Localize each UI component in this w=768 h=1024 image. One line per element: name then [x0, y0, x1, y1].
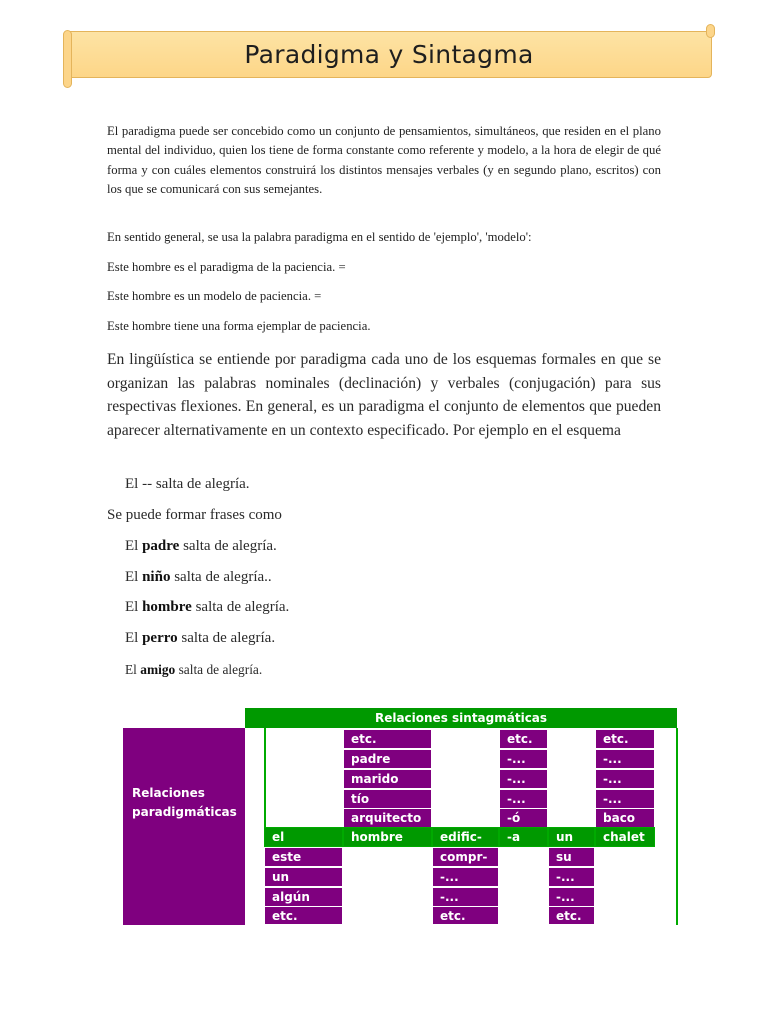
phrase-hombre: El hombre salta de alegría. [125, 599, 290, 615]
phrase-nino: El niño salta de alegría.. [125, 569, 272, 585]
cell-a-above-4: -ó [499, 808, 548, 828]
example-3: Este hombre tiene una forma ejemplar de paciencia. [107, 319, 371, 333]
cell-un-below-3: etc. [548, 906, 595, 925]
cell-hombre-above-4: arquitecto [343, 808, 432, 828]
cell-main-a: -a [499, 827, 548, 847]
phrase-perro: El perro salta de alegría. [125, 630, 276, 646]
scroll-curl-left [63, 30, 72, 88]
cell-chalet-above-4: baco [595, 808, 655, 828]
example-1: Este hombre es el paradigma de la paciencia. = [107, 260, 346, 274]
example-2: Este hombre es un modelo de paciencia. = [107, 289, 322, 303]
phrase-padre: El padre salta de alegría. [125, 538, 277, 554]
right-divider [676, 728, 678, 925]
general-sense-text: En sentido general, se usa la palabra paradigma en el sentido de 'ejemplo', 'modelo': [107, 230, 532, 244]
cell-edific-below-1: -... [432, 867, 499, 887]
page-title: Paradigma y Sintagma [244, 40, 534, 69]
cell-hombre-above-2: marido [343, 769, 432, 789]
cell-chalet-above-0: etc. [595, 729, 655, 749]
linguistics-paragraph: En lingüística se entiende por paradigma cada uno de los esquemas formales en que se organizan las palabras nominales (declinación) y verbales (conjugación) para sus respectivas flexiones. En general, es un paradigma el conjunto de elementos que pueden aparecer alternativamente en un contexto especificado. Por ejemplo en el esquema [107, 351, 661, 439]
cell-chalet-above-3: -... [595, 789, 655, 809]
can-form-text: Se puede formar frases como [107, 507, 282, 523]
cell-hombre-above-1: padre [343, 749, 432, 769]
schema-line: El -- salta de alegría. [125, 476, 250, 492]
paradigmatic-label: Relaciones paradigmáticas [123, 728, 245, 925]
cell-edific-below-2: -... [432, 887, 499, 907]
cell-main-hombre: hombre [343, 827, 432, 847]
title-banner [66, 31, 712, 78]
cell-edific-below-3: etc. [432, 906, 499, 925]
cell-a-above-1: -... [499, 749, 548, 769]
cell-el-below-0: este [264, 847, 343, 867]
cell-edific-below-0: compr- [432, 847, 499, 867]
syntagmatic-header: Relaciones sintagmáticas [245, 708, 677, 728]
cell-un-below-2: -... [548, 887, 595, 907]
phrase-amigo: El amigo salta de alegría. [125, 662, 263, 677]
cell-un-below-0: su [548, 847, 595, 867]
cell-a-above-0: etc. [499, 729, 548, 749]
cell-el-below-1: un [264, 867, 343, 887]
intro-paragraph: El paradigma puede ser concebido como un conjunto de pensamientos, simultáneos, que residen en el plano mental del individuo, quien los tiene de forma constante como referente y modelo, a la hora de elegir de qué forma y con cuáles elementos construirá los distintos mensajes verbales (y en segundo plano, escritos) con los que se comunicará con sus semejantes. [107, 124, 661, 197]
cell-chalet-above-1: -... [595, 749, 655, 769]
cell-hombre-above-3: tío [343, 789, 432, 809]
scroll-curl-right [706, 24, 715, 38]
cell-a-above-3: -... [499, 789, 548, 809]
cell-el-below-2: algún [264, 887, 343, 907]
cell-el-below-3: etc. [264, 906, 343, 925]
cell-un-below-1: -... [548, 867, 595, 887]
cell-main-un: un [548, 827, 595, 847]
cell-main-chalet: chalet [595, 827, 655, 847]
cell-a-above-2: -... [499, 769, 548, 789]
cell-hombre-above-0: etc. [343, 729, 432, 749]
cell-chalet-above-2: -... [595, 769, 655, 789]
relations-table [123, 708, 678, 925]
cell-main-el: el [264, 827, 343, 847]
cell-main-edific: edific- [432, 827, 499, 847]
